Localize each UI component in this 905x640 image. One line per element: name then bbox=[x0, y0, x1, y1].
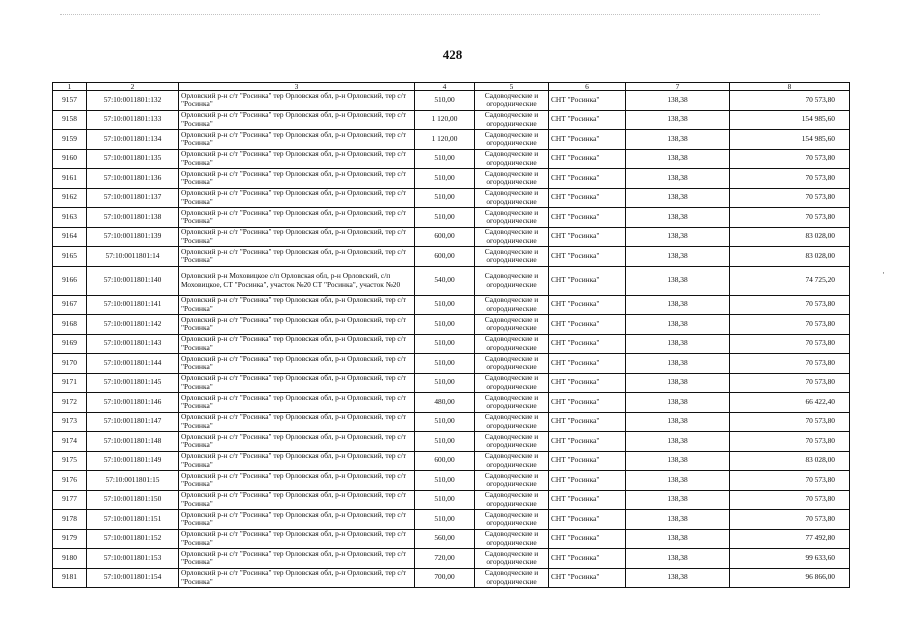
land-use-cell: Садоводческие и огороднические bbox=[475, 208, 549, 228]
organization-cell: СНТ "Росинка" bbox=[549, 471, 626, 491]
area-cell: 510,00 bbox=[415, 169, 475, 189]
address-cell: Орловский р-н с/т "Росинка" тер Орловская обл, р-н Орловский, тер с/т "Росинка" bbox=[179, 149, 415, 169]
table-row bbox=[53, 169, 850, 189]
cadastral-value-cell: 70 573,80 bbox=[730, 295, 850, 315]
land-use-cell: Садоводческие и огороднические bbox=[475, 227, 549, 247]
cadastral-number-cell: 57:10:0011801:146 bbox=[87, 393, 179, 413]
land-use-cell: Садоводческие и огороднические bbox=[475, 490, 549, 510]
organization-cell: СНТ "Росинка" bbox=[549, 432, 626, 452]
cadastral-value-cell: 70 573,80 bbox=[730, 188, 850, 208]
area-cell: 510,00 bbox=[415, 471, 475, 491]
row-number-cell: 9166 bbox=[53, 266, 87, 295]
cadastral-number-cell: 57:10:0011801:145 bbox=[87, 373, 179, 393]
area-cell: 560,00 bbox=[415, 529, 475, 549]
row-number-cell: 9167 bbox=[53, 295, 87, 315]
land-use-cell: Садоводческие и огороднические bbox=[475, 451, 549, 471]
rate-cell: 138,38 bbox=[626, 295, 730, 315]
row-number-cell: 9171 bbox=[53, 373, 87, 393]
cadastral-number-cell: 57:10:0011801:133 bbox=[87, 110, 179, 130]
rate-cell: 138,38 bbox=[626, 412, 730, 432]
rate-cell: 138,38 bbox=[626, 188, 730, 208]
area-cell: 510,00 bbox=[415, 149, 475, 169]
table-row bbox=[53, 247, 850, 267]
cadastral-number-cell: 57:10:0011801:151 bbox=[87, 510, 179, 530]
cadastral-number-cell: 57:10:0011801:134 bbox=[87, 130, 179, 150]
cadastral-value-cell: 74 725,20 bbox=[730, 266, 850, 295]
column-header-2: 2 bbox=[87, 83, 179, 91]
cadastral-number-cell: 57:10:0011801:149 bbox=[87, 451, 179, 471]
cadastral-number-cell: 57:10:0011801:135 bbox=[87, 149, 179, 169]
cadastral-value-cell: 66 422,40 bbox=[730, 393, 850, 413]
row-number-cell: 9160 bbox=[53, 149, 87, 169]
rate-cell: 138,38 bbox=[626, 451, 730, 471]
cadastral-number-cell: 57:10:0011801:136 bbox=[87, 169, 179, 189]
address-cell: Орловский р-н с/т "Росинка" тер Орловская обл, р-н Орловский, тер с/т "Росинка" bbox=[179, 393, 415, 413]
column-header-4: 4 bbox=[415, 83, 475, 91]
table-row bbox=[53, 393, 850, 413]
rate-cell: 138,38 bbox=[626, 432, 730, 452]
column-header-8: 8 bbox=[730, 83, 850, 91]
area-cell: 600,00 bbox=[415, 451, 475, 471]
area-cell: 510,00 bbox=[415, 510, 475, 530]
organization-cell: СНТ "Росинка" bbox=[549, 490, 626, 510]
land-use-cell: Садоводческие и огороднические bbox=[475, 568, 549, 588]
cadastral-number-cell: 57:10:0011801:144 bbox=[87, 354, 179, 374]
cadastral-value-cell: 70 573,80 bbox=[730, 373, 850, 393]
cadastral-value-cell: 96 866,00 bbox=[730, 568, 850, 588]
rate-cell: 138,38 bbox=[626, 393, 730, 413]
cadastral-register-table bbox=[52, 82, 850, 588]
land-use-cell: Садоводческие и огороднические bbox=[475, 91, 549, 111]
land-use-cell: Садоводческие и огороднические bbox=[475, 471, 549, 491]
area-cell: 510,00 bbox=[415, 412, 475, 432]
rate-cell: 138,38 bbox=[626, 208, 730, 228]
row-number-cell: 9161 bbox=[53, 169, 87, 189]
area-cell: 480,00 bbox=[415, 393, 475, 413]
organization-cell: СНТ "Росинка" bbox=[549, 91, 626, 111]
rate-cell: 138,38 bbox=[626, 373, 730, 393]
cadastral-number-cell: 57:10:0011801:15 bbox=[87, 471, 179, 491]
column-header-3: 3 bbox=[179, 83, 415, 91]
row-number-cell: 9173 bbox=[53, 412, 87, 432]
cadastral-number-cell: 57:10:0011801:132 bbox=[87, 91, 179, 111]
land-use-cell: Садоводческие и огороднические bbox=[475, 149, 549, 169]
address-cell: Орловский р-н с/т "Росинка" тер Орловская обл, р-н Орловский, тер с/т "Росинка" bbox=[179, 110, 415, 130]
rate-cell: 138,38 bbox=[626, 471, 730, 491]
row-number-cell: 9174 bbox=[53, 432, 87, 452]
address-cell: Орловский р-н с/т "Росинка" тер Орловская обл, р-н Орловский, тер с/т "Росинка" bbox=[179, 529, 415, 549]
address-cell: Орловский р-н с/т "Росинка" тер Орловская обл, р-н Орловский, тер с/т "Росинка" bbox=[179, 334, 415, 354]
row-number-cell: 9164 bbox=[53, 227, 87, 247]
cadastral-number-cell: 57:10:0011801:154 bbox=[87, 568, 179, 588]
organization-cell: СНТ "Росинка" bbox=[549, 451, 626, 471]
table-row bbox=[53, 412, 850, 432]
row-number-cell: 9165 bbox=[53, 247, 87, 267]
rate-cell: 138,38 bbox=[626, 266, 730, 295]
cadastral-number-cell: 57:10:0011801:138 bbox=[87, 208, 179, 228]
cadastral-value-cell: 83 028,00 bbox=[730, 227, 850, 247]
organization-cell: СНТ "Росинка" bbox=[549, 227, 626, 247]
area-cell: 510,00 bbox=[415, 91, 475, 111]
header-row bbox=[53, 83, 850, 91]
cadastral-number-cell: 57:10:0011801:139 bbox=[87, 227, 179, 247]
address-cell: Орловский р-н с/т "Росинка" тер Орловская обл, р-н Орловский, тер с/т "Росинка" bbox=[179, 490, 415, 510]
organization-cell: СНТ "Росинка" bbox=[549, 549, 626, 569]
address-cell: Орловский р-н с/т "Росинка" тер Орловская обл, р-н Орловский, тер с/т "Росинка" bbox=[179, 510, 415, 530]
table-row bbox=[53, 432, 850, 452]
rate-cell: 138,38 bbox=[626, 354, 730, 374]
organization-cell: СНТ "Росинка" bbox=[549, 110, 626, 130]
rate-cell: 138,38 bbox=[626, 149, 730, 169]
table-row bbox=[53, 334, 850, 354]
land-use-cell: Садоводческие и огороднические bbox=[475, 334, 549, 354]
table-row bbox=[53, 549, 850, 569]
cadastral-number-cell: 57:10:0011801:142 bbox=[87, 315, 179, 335]
rate-cell: 138,38 bbox=[626, 130, 730, 150]
area-cell: 510,00 bbox=[415, 188, 475, 208]
table-row bbox=[53, 529, 850, 549]
rate-cell: 138,38 bbox=[626, 549, 730, 569]
cadastral-number-cell: 57:10:0011801:152 bbox=[87, 529, 179, 549]
address-cell: Орловский р-н с/т "Росинка" тер Орловская обл, р-н Орловский, тер с/т "Росинка" bbox=[179, 91, 415, 111]
table-row bbox=[53, 510, 850, 530]
address-cell: Орловский р-н с/т "Росинка" тер Орловская обл, р-н Орловский, тер с/т "Росинка" bbox=[179, 568, 415, 588]
table-row bbox=[53, 295, 850, 315]
address-cell: Орловский р-н с/т "Росинка" тер Орловская обл, р-н Орловский, тер с/т "Росинка" bbox=[179, 130, 415, 150]
cadastral-value-cell: 70 573,80 bbox=[730, 334, 850, 354]
table-header bbox=[53, 83, 850, 91]
table-row bbox=[53, 490, 850, 510]
area-cell: 510,00 bbox=[415, 334, 475, 354]
area-cell: 1 120,00 bbox=[415, 130, 475, 150]
cadastral-value-cell: 70 573,80 bbox=[730, 149, 850, 169]
land-use-cell: Садоводческие и огороднические bbox=[475, 130, 549, 150]
table-row bbox=[53, 91, 850, 111]
cadastral-number-cell: 57:10:0011801:140 bbox=[87, 266, 179, 295]
row-number-cell: 9172 bbox=[53, 393, 87, 413]
cadastral-value-cell: 83 028,00 bbox=[730, 247, 850, 267]
area-cell: 600,00 bbox=[415, 247, 475, 267]
address-cell: Орловский р-н с/т "Росинка" тер Орловская обл, р-н Орловский, тер с/т "Росинка" bbox=[179, 247, 415, 267]
row-number-cell: 9157 bbox=[53, 91, 87, 111]
cadastral-number-cell: 57:10:0011801:141 bbox=[87, 295, 179, 315]
land-use-cell: Садоводческие и огороднические bbox=[475, 393, 549, 413]
address-cell: Орловский р-н с/т "Росинка" тер Орловская обл, р-н Орловский, тер с/т "Росинка" bbox=[179, 549, 415, 569]
organization-cell: СНТ "Росинка" bbox=[549, 529, 626, 549]
organization-cell: СНТ "Росинка" bbox=[549, 149, 626, 169]
row-number-cell: 9176 bbox=[53, 471, 87, 491]
rate-cell: 138,38 bbox=[626, 529, 730, 549]
cadastral-value-cell: 154 985,60 bbox=[730, 130, 850, 150]
cadastral-value-cell: 70 573,80 bbox=[730, 354, 850, 374]
area-cell: 700,00 bbox=[415, 568, 475, 588]
land-use-cell: Садоводческие и огороднические bbox=[475, 354, 549, 374]
cadastral-value-cell: 70 573,80 bbox=[730, 490, 850, 510]
row-number-cell: 9159 bbox=[53, 130, 87, 150]
land-use-cell: Садоводческие и огороднические bbox=[475, 247, 549, 267]
land-use-cell: Садоводческие и огороднические bbox=[475, 412, 549, 432]
address-cell: Орловский р-н с/т "Росинка" тер Орловская обл, р-н Орловский, тер с/т "Росинка" bbox=[179, 412, 415, 432]
area-cell: 510,00 bbox=[415, 432, 475, 452]
row-number-cell: 9162 bbox=[53, 188, 87, 208]
area-cell: 510,00 bbox=[415, 295, 475, 315]
area-cell: 510,00 bbox=[415, 315, 475, 335]
land-use-cell: Садоводческие и огороднические bbox=[475, 373, 549, 393]
land-use-cell: Садоводческие и огороднические bbox=[475, 110, 549, 130]
organization-cell: СНТ "Росинка" bbox=[549, 373, 626, 393]
organization-cell: СНТ "Росинка" bbox=[549, 247, 626, 267]
organization-cell: СНТ "Росинка" bbox=[549, 169, 626, 189]
cadastral-value-cell: 70 573,80 bbox=[730, 510, 850, 530]
cadastral-value-cell: 70 573,80 bbox=[730, 432, 850, 452]
area-cell: 1 120,00 bbox=[415, 110, 475, 130]
organization-cell: СНТ "Росинка" bbox=[549, 188, 626, 208]
table-row bbox=[53, 227, 850, 247]
organization-cell: СНТ "Росинка" bbox=[549, 208, 626, 228]
table-row bbox=[53, 451, 850, 471]
cadastral-number-cell: 57:10:0011801:148 bbox=[87, 432, 179, 452]
cadastral-number-cell: 57:10:0011801:147 bbox=[87, 412, 179, 432]
cadastral-number-cell: 57:10:0011801:14 bbox=[87, 247, 179, 267]
rate-cell: 138,38 bbox=[626, 110, 730, 130]
address-cell: Орловский р-н с/т "Росинка" тер Орловская обл, р-н Орловский, тер с/т "Росинка" bbox=[179, 354, 415, 374]
cadastral-value-cell: 70 573,80 bbox=[730, 315, 850, 335]
organization-cell: СНТ "Росинка" bbox=[549, 130, 626, 150]
area-cell: 510,00 bbox=[415, 354, 475, 374]
land-use-cell: Садоводческие и огороднические bbox=[475, 315, 549, 335]
cadastral-value-cell: 154 985,60 bbox=[730, 110, 850, 130]
cadastral-number-cell: 57:10:0011801:153 bbox=[87, 549, 179, 569]
area-cell: 510,00 bbox=[415, 373, 475, 393]
row-number-cell: 9181 bbox=[53, 568, 87, 588]
organization-cell: СНТ "Росинка" bbox=[549, 568, 626, 588]
page-number: 428 bbox=[442, 47, 463, 62]
area-cell: 540,00 bbox=[415, 266, 475, 295]
table-row bbox=[53, 373, 850, 393]
address-cell: Орловский р-н с/т "Росинка" тер Орловская обл, р-н Орловский, тер с/т "Росинка" bbox=[179, 169, 415, 189]
cadastral-value-cell: 70 573,80 bbox=[730, 412, 850, 432]
column-header-6: 6 bbox=[549, 83, 626, 91]
organization-cell: СНТ "Росинка" bbox=[549, 295, 626, 315]
table-row bbox=[53, 149, 850, 169]
address-cell: Орловский р-н с/т "Росинка" тер Орловская обл, р-н Орловский, тер с/т "Росинка" bbox=[179, 227, 415, 247]
address-cell: Орловский р-н с/т "Росинка" тер Орловская обл, р-н Орловский, тер с/т "Росинка" bbox=[179, 315, 415, 335]
organization-cell: СНТ "Росинка" bbox=[549, 393, 626, 413]
organization-cell: СНТ "Росинка" bbox=[549, 412, 626, 432]
table-body bbox=[53, 91, 850, 588]
margin-dot: · bbox=[882, 268, 885, 278]
table-row bbox=[53, 354, 850, 374]
address-cell: Орловский р-н с/т "Росинка" тер Орловская обл, р-н Орловский, тер с/т "Росинка" bbox=[179, 295, 415, 315]
address-cell: Орловский р-н с/т "Росинка" тер Орловская обл, р-н Орловский, тер с/т "Росинка" bbox=[179, 188, 415, 208]
cadastral-number-cell: 57:10:0011801:150 bbox=[87, 490, 179, 510]
cadastral-value-cell: 70 573,80 bbox=[730, 208, 850, 228]
table-row bbox=[53, 130, 850, 150]
table-row bbox=[53, 266, 850, 295]
column-header-7: 7 bbox=[626, 83, 730, 91]
rate-cell: 138,38 bbox=[626, 315, 730, 335]
row-number-cell: 9170 bbox=[53, 354, 87, 374]
row-number-cell: 9163 bbox=[53, 208, 87, 228]
row-number-cell: 9168 bbox=[53, 315, 87, 335]
cadastral-number-cell: 57:10:0011801:137 bbox=[87, 188, 179, 208]
organization-cell: СНТ "Росинка" bbox=[549, 510, 626, 530]
rate-cell: 138,38 bbox=[626, 169, 730, 189]
table-row bbox=[53, 315, 850, 335]
rate-cell: 138,38 bbox=[626, 510, 730, 530]
row-number-cell: 9179 bbox=[53, 529, 87, 549]
land-use-cell: Садоводческие и огороднические bbox=[475, 549, 549, 569]
row-number-cell: 9169 bbox=[53, 334, 87, 354]
table-row bbox=[53, 110, 850, 130]
rate-cell: 138,38 bbox=[626, 91, 730, 111]
land-use-cell: Садоводческие и огороднические bbox=[475, 529, 549, 549]
area-cell: 720,00 bbox=[415, 549, 475, 569]
rate-cell: 138,38 bbox=[626, 568, 730, 588]
row-number-cell: 9175 bbox=[53, 451, 87, 471]
organization-cell: СНТ "Росинка" bbox=[549, 266, 626, 295]
land-use-cell: Садоводческие и огороднические bbox=[475, 432, 549, 452]
address-cell: Орловский р-н с/т "Росинка" тер Орловская обл, р-н Орловский, тер с/т "Росинка" bbox=[179, 373, 415, 393]
organization-cell: СНТ "Росинка" bbox=[549, 315, 626, 335]
table-row bbox=[53, 188, 850, 208]
address-cell: Орловский р-н Моховицкое с/п Орловская обл, р-н Орловский, с/п Моховицкое, СТ "Росинка", участок №20 СТ "Росинка", участок №20 bbox=[179, 266, 415, 295]
cadastral-value-cell: 99 633,60 bbox=[730, 549, 850, 569]
row-number-cell: 9180 bbox=[53, 549, 87, 569]
organization-cell: СНТ "Росинка" bbox=[549, 334, 626, 354]
land-use-cell: Садоводческие и огороднические bbox=[475, 510, 549, 530]
table-row bbox=[53, 568, 850, 588]
cadastral-value-cell: 70 573,80 bbox=[730, 169, 850, 189]
scan-artifact-line bbox=[60, 14, 820, 19]
cadastral-value-cell: 70 573,80 bbox=[730, 471, 850, 491]
table-row bbox=[53, 471, 850, 491]
cadastral-value-cell: 77 492,80 bbox=[730, 529, 850, 549]
cadastral-value-cell: 83 028,00 bbox=[730, 451, 850, 471]
area-cell: 510,00 bbox=[415, 490, 475, 510]
column-header-5: 5 bbox=[475, 83, 549, 91]
land-use-cell: Садоводческие и огороднические bbox=[475, 266, 549, 295]
land-use-cell: Садоводческие и огороднические bbox=[475, 295, 549, 315]
address-cell: Орловский р-н с/т "Росинка" тер Орловская обл, р-н Орловский, тер с/т "Росинка" bbox=[179, 432, 415, 452]
cadastral-value-cell: 70 573,80 bbox=[730, 91, 850, 111]
rate-cell: 138,38 bbox=[626, 334, 730, 354]
column-header-1: 1 bbox=[53, 83, 87, 91]
rate-cell: 138,38 bbox=[626, 247, 730, 267]
organization-cell: СНТ "Росинка" bbox=[549, 354, 626, 374]
land-use-cell: Садоводческие и огороднические bbox=[475, 188, 549, 208]
address-cell: Орловский р-н с/т "Росинка" тер Орловская обл, р-н Орловский, тер с/т "Росинка" bbox=[179, 208, 415, 228]
area-cell: 600,00 bbox=[415, 227, 475, 247]
cadastral-number-cell: 57:10:0011801:143 bbox=[87, 334, 179, 354]
row-number-cell: 9178 bbox=[53, 510, 87, 530]
address-cell: Орловский р-н с/т "Росинка" тер Орловская обл, р-н Орловский, тер с/т "Росинка" bbox=[179, 471, 415, 491]
row-number-cell: 9158 bbox=[53, 110, 87, 130]
rate-cell: 138,38 bbox=[626, 227, 730, 247]
area-cell: 510,00 bbox=[415, 208, 475, 228]
row-number-cell: 9177 bbox=[53, 490, 87, 510]
address-cell: Орловский р-н с/т "Росинка" тер Орловская обл, р-н Орловский, тер с/т "Росинка" bbox=[179, 451, 415, 471]
table-row bbox=[53, 208, 850, 228]
land-use-cell: Садоводческие и огороднические bbox=[475, 169, 549, 189]
rate-cell: 138,38 bbox=[626, 490, 730, 510]
